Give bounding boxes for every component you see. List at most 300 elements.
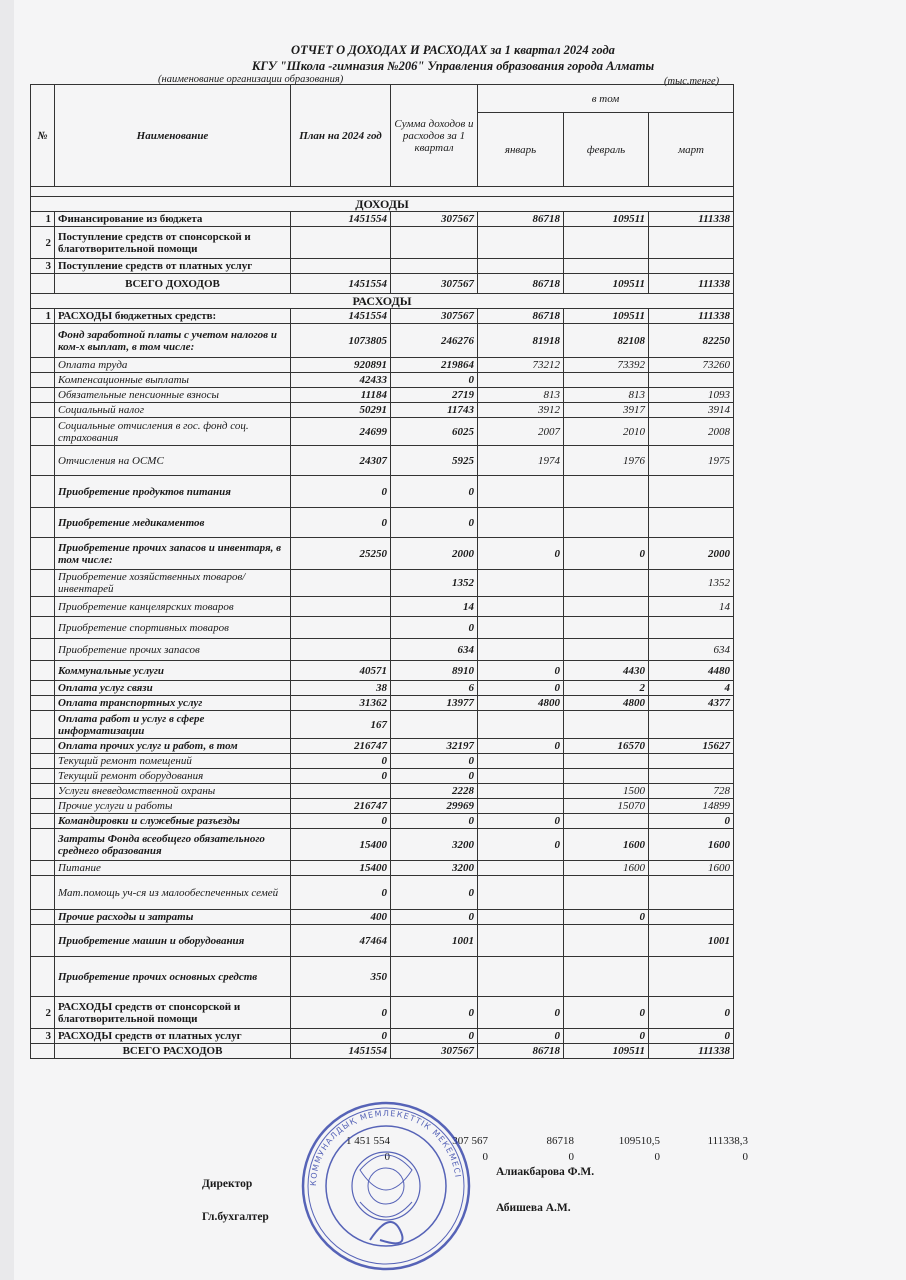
cell-name: Оплата прочих услуг и работ, в том bbox=[55, 739, 291, 754]
cell-feb bbox=[564, 876, 649, 910]
column-header-no: № bbox=[31, 85, 55, 187]
cell-jan: 0 bbox=[478, 997, 564, 1029]
cell-mar bbox=[649, 508, 734, 538]
cell-feb bbox=[564, 754, 649, 769]
cell-feb: 0 bbox=[564, 910, 649, 925]
cell-feb bbox=[564, 570, 649, 597]
cell-name: Поступление средств от платных услуг bbox=[55, 259, 291, 274]
cell-feb bbox=[564, 373, 649, 388]
cell-mar: 1001 bbox=[649, 925, 734, 957]
expense-row-27 bbox=[31, 861, 734, 876]
cell-no: 3 bbox=[31, 259, 55, 274]
cell-sum: 13977 bbox=[391, 696, 478, 711]
cell-jan bbox=[478, 799, 564, 814]
cell-no bbox=[31, 274, 55, 294]
cell-jan bbox=[478, 876, 564, 910]
cell-mar: 4480 bbox=[649, 661, 734, 681]
cell-plan: 216747 bbox=[291, 739, 391, 754]
expense-row-3 bbox=[31, 358, 734, 373]
cell-sum: 11743 bbox=[391, 403, 478, 418]
cell-mar: 4 bbox=[649, 681, 734, 696]
cell-name: Приобретение машин и оборудования bbox=[55, 925, 291, 957]
cell-plan bbox=[291, 784, 391, 799]
cell-plan bbox=[291, 639, 391, 661]
cell-feb: 2 bbox=[564, 681, 649, 696]
cell-sum: 0 bbox=[391, 754, 478, 769]
expense-row-14 bbox=[31, 617, 734, 639]
expense-row-6 bbox=[31, 403, 734, 418]
cell-feb bbox=[564, 711, 649, 739]
expense-row-15 bbox=[31, 639, 734, 661]
cell-name: Прочие услуги и работы bbox=[55, 799, 291, 814]
expense-row-17 bbox=[31, 681, 734, 696]
cell-plan: 1451554 bbox=[291, 212, 391, 227]
cell-sum: 0 bbox=[391, 814, 478, 829]
cell-mar: 1352 bbox=[649, 570, 734, 597]
cell-jan bbox=[478, 570, 564, 597]
expense-row-7 bbox=[31, 418, 734, 446]
cell-no: 2 bbox=[31, 997, 55, 1029]
expense-row-11 bbox=[31, 538, 734, 570]
cell-plan: 1451554 bbox=[291, 309, 391, 324]
cell-name: Приобретение прочих запасов и инвентаря, в том числе: bbox=[55, 538, 291, 570]
section-expense: РАСХОДЫ bbox=[31, 294, 734, 309]
cell-feb: 82108 bbox=[564, 324, 649, 358]
cell-sum: 307567 bbox=[391, 212, 478, 227]
cell-no bbox=[31, 957, 55, 997]
cell-no bbox=[31, 639, 55, 661]
cell-mar: 111338 bbox=[649, 1044, 734, 1059]
cell-no bbox=[31, 861, 55, 876]
cell-feb: 73392 bbox=[564, 358, 649, 373]
cell-jan bbox=[478, 925, 564, 957]
cell-mar bbox=[649, 957, 734, 997]
cell-feb: 15070 bbox=[564, 799, 649, 814]
cell-sum bbox=[391, 227, 478, 259]
cell-sum: 0 bbox=[391, 997, 478, 1029]
cell-mar: 4377 bbox=[649, 696, 734, 711]
cell-name: Поступление средств от спонсорской и благотворительной помощи bbox=[55, 227, 291, 259]
cell-plan: 24307 bbox=[291, 446, 391, 476]
cell-name: ВСЕГО ДОХОДОВ bbox=[55, 274, 291, 294]
cell-no bbox=[31, 597, 55, 617]
cell-sum: 1001 bbox=[391, 925, 478, 957]
cell-plan: 0 bbox=[291, 754, 391, 769]
cell-plan: 24699 bbox=[291, 418, 391, 446]
cell-mar: 111338 bbox=[649, 274, 734, 294]
cell-jan bbox=[478, 373, 564, 388]
cell-mar: 1600 bbox=[649, 861, 734, 876]
cell-plan: 42433 bbox=[291, 373, 391, 388]
cell-sum: 0 bbox=[391, 1029, 478, 1044]
cell-sum: 29969 bbox=[391, 799, 478, 814]
cell-jan: 0 bbox=[478, 829, 564, 861]
expense-row-13 bbox=[31, 597, 734, 617]
cell-plan: 15400 bbox=[291, 861, 391, 876]
cell-mar bbox=[649, 617, 734, 639]
income-row-2 bbox=[31, 227, 734, 259]
cell-no: 1 bbox=[31, 212, 55, 227]
cell-feb: 0 bbox=[564, 538, 649, 570]
cell-plan: 1451554 bbox=[291, 1044, 391, 1059]
report-table bbox=[30, 84, 734, 1059]
cell-feb bbox=[564, 617, 649, 639]
cell-no bbox=[31, 711, 55, 739]
expense-row-31 bbox=[31, 957, 734, 997]
cell-jan: 0 bbox=[478, 814, 564, 829]
cell-name: РАСХОДЫ средств от спонсорской и благотворительной помощи bbox=[55, 997, 291, 1029]
cell-mar: 2008 bbox=[649, 418, 734, 446]
cell-name: Приобретение хозяйственных товаров/инвентарей bbox=[55, 570, 291, 597]
cell-mar: 728 bbox=[649, 784, 734, 799]
cell-feb: 109511 bbox=[564, 274, 649, 294]
column-header-plan: План на 2024 год bbox=[291, 85, 391, 187]
cell-jan: 2007 bbox=[478, 418, 564, 446]
cell-name: РАСХОДЫ бюджетных средств: bbox=[55, 309, 291, 324]
column-header-name: Наименование bbox=[55, 85, 291, 187]
column-header-mar: март bbox=[649, 113, 734, 187]
cell-jan: 813 bbox=[478, 388, 564, 403]
cell-jan: 86718 bbox=[478, 1044, 564, 1059]
cell-no bbox=[31, 876, 55, 910]
cell-jan bbox=[478, 861, 564, 876]
expense-row-24 bbox=[31, 799, 734, 814]
expense-row-2 bbox=[31, 324, 734, 358]
cell-jan bbox=[478, 259, 564, 274]
cell-name: Приобретение спортивных товаров bbox=[55, 617, 291, 639]
cell-feb bbox=[564, 597, 649, 617]
cell-feb: 813 bbox=[564, 388, 649, 403]
units-label: (тыс.тенге) bbox=[664, 76, 720, 87]
accountant-name: Абишева А.М. bbox=[496, 1202, 571, 1214]
cell-sum bbox=[391, 259, 478, 274]
cell-sum: 246276 bbox=[391, 324, 478, 358]
cell-no bbox=[31, 769, 55, 784]
cell-sum: 307567 bbox=[391, 309, 478, 324]
expense-row-23 bbox=[31, 784, 734, 799]
income-body bbox=[31, 197, 734, 294]
control-jan: 86718 bbox=[546, 1135, 574, 1147]
cell-jan: 4800 bbox=[478, 696, 564, 711]
expense-row-32 bbox=[31, 997, 734, 1029]
expense-row-22 bbox=[31, 769, 734, 784]
cell-jan: 81918 bbox=[478, 324, 564, 358]
cell-name: Обязательные пенсионные взносы bbox=[55, 388, 291, 403]
cell-name: Приобретение прочих основных средств bbox=[55, 957, 291, 997]
cell-jan: 86718 bbox=[478, 274, 564, 294]
cell-sum: 32197 bbox=[391, 739, 478, 754]
cell-plan: 31362 bbox=[291, 696, 391, 711]
cell-mar bbox=[649, 910, 734, 925]
column-header-sum: Сумма доходов и расходов за 1 квартал bbox=[391, 85, 478, 187]
expense-row-8 bbox=[31, 446, 734, 476]
cell-sum: 3200 bbox=[391, 829, 478, 861]
control2-plan: 0 bbox=[384, 1151, 390, 1163]
cell-sum: 0 bbox=[391, 476, 478, 508]
cell-mar: 82250 bbox=[649, 324, 734, 358]
cell-feb: 3917 bbox=[564, 403, 649, 418]
cell-mar: 2000 bbox=[649, 538, 734, 570]
column-header-group: в том bbox=[478, 85, 734, 113]
cell-sum: 307567 bbox=[391, 1044, 478, 1059]
expense-row-26 bbox=[31, 829, 734, 861]
cell-name: Социальные отчисления в гос. фонд соц. страхования bbox=[55, 418, 291, 446]
cell-plan: 400 bbox=[291, 910, 391, 925]
control-plan: 1 451 554 bbox=[346, 1135, 390, 1147]
cell-plan: 350 bbox=[291, 957, 391, 997]
cell-no bbox=[31, 446, 55, 476]
cell-sum: 219864 bbox=[391, 358, 478, 373]
cell-mar: 14899 bbox=[649, 799, 734, 814]
organization-note: (наименование организации образования) bbox=[158, 74, 344, 85]
cell-feb: 4430 bbox=[564, 661, 649, 681]
cell-feb: 1600 bbox=[564, 861, 649, 876]
cell-name: Оплата работ и услуг в сфере информатизации bbox=[55, 711, 291, 739]
expense-row-9 bbox=[31, 476, 734, 508]
control-feb: 109510,5 bbox=[618, 1135, 660, 1147]
cell-sum bbox=[391, 711, 478, 739]
cell-name: Оплата труда bbox=[55, 358, 291, 373]
cell-jan: 3912 bbox=[478, 403, 564, 418]
cell-feb: 0 bbox=[564, 1029, 649, 1044]
expense-row-30 bbox=[31, 925, 734, 957]
cell-jan bbox=[478, 597, 564, 617]
cell-feb bbox=[564, 957, 649, 997]
cell-feb bbox=[564, 814, 649, 829]
cell-name: ВСЕГО РАСХОДОВ bbox=[55, 1044, 291, 1059]
cell-mar bbox=[649, 227, 734, 259]
cell-no bbox=[31, 418, 55, 446]
cell-name: Текущий ремонт помещений bbox=[55, 754, 291, 769]
expense-row-25 bbox=[31, 814, 734, 829]
control2-feb: 0 bbox=[654, 1151, 660, 1163]
cell-feb: 4800 bbox=[564, 696, 649, 711]
cell-sum: 0 bbox=[391, 910, 478, 925]
cell-no: 2 bbox=[31, 227, 55, 259]
expense-row-19 bbox=[31, 711, 734, 739]
expense-row-33 bbox=[31, 1029, 734, 1044]
cell-no bbox=[31, 814, 55, 829]
cell-plan: 0 bbox=[291, 508, 391, 538]
cell-jan: 73212 bbox=[478, 358, 564, 373]
cell-sum: 0 bbox=[391, 373, 478, 388]
cell-name: Приобретение прочих запасов bbox=[55, 639, 291, 661]
cell-sum: 307567 bbox=[391, 274, 478, 294]
cell-mar: 15627 bbox=[649, 739, 734, 754]
cell-plan: 0 bbox=[291, 769, 391, 784]
expense-row-10 bbox=[31, 508, 734, 538]
cell-jan bbox=[478, 711, 564, 739]
cell-mar: 73260 bbox=[649, 358, 734, 373]
cell-sum: 0 bbox=[391, 508, 478, 538]
cell-plan: 40571 bbox=[291, 661, 391, 681]
cell-mar: 14 bbox=[649, 597, 734, 617]
cell-plan: 11184 bbox=[291, 388, 391, 403]
cell-plan bbox=[291, 570, 391, 597]
cell-mar: 1975 bbox=[649, 446, 734, 476]
cell-plan: 15400 bbox=[291, 829, 391, 861]
expense-row-5 bbox=[31, 388, 734, 403]
column-header-feb: февраль bbox=[564, 113, 649, 187]
income-row-1 bbox=[31, 212, 734, 227]
section-income: ДОХОДЫ bbox=[31, 197, 734, 212]
cell-no bbox=[31, 925, 55, 957]
cell-no bbox=[31, 538, 55, 570]
cell-plan: 920891 bbox=[291, 358, 391, 373]
cell-no bbox=[31, 617, 55, 639]
cell-sum: 0 bbox=[391, 876, 478, 910]
cell-no bbox=[31, 910, 55, 925]
cell-no bbox=[31, 754, 55, 769]
cell-sum: 3200 bbox=[391, 861, 478, 876]
cell-plan bbox=[291, 259, 391, 274]
cell-no bbox=[31, 388, 55, 403]
cell-plan bbox=[291, 597, 391, 617]
cell-name: Приобретение канцелярских товаров bbox=[55, 597, 291, 617]
cell-sum: 6 bbox=[391, 681, 478, 696]
cell-mar: 1600 bbox=[649, 829, 734, 861]
cell-no bbox=[31, 681, 55, 696]
cell-name: Прочие расходы и затраты bbox=[55, 910, 291, 925]
cell-plan: 0 bbox=[291, 997, 391, 1029]
cell-feb bbox=[564, 259, 649, 274]
cell-jan bbox=[478, 617, 564, 639]
control2-sum: 0 bbox=[482, 1151, 488, 1163]
cell-mar: 1093 bbox=[649, 388, 734, 403]
expense-row-20 bbox=[31, 739, 734, 754]
cell-plan: 1451554 bbox=[291, 274, 391, 294]
cell-no bbox=[31, 696, 55, 711]
cell-name: Компенсационные выплаты bbox=[55, 373, 291, 388]
cell-plan: 216747 bbox=[291, 799, 391, 814]
cell-no bbox=[31, 784, 55, 799]
cell-sum bbox=[391, 957, 478, 997]
cell-no: 3 bbox=[31, 1029, 55, 1044]
cell-jan: 1974 bbox=[478, 446, 564, 476]
cell-no bbox=[31, 324, 55, 358]
official-stamp bbox=[300, 1100, 472, 1272]
cell-name: Приобретение продуктов питания bbox=[55, 476, 291, 508]
expense-row-4 bbox=[31, 373, 734, 388]
income-row-3 bbox=[31, 259, 734, 274]
cell-no bbox=[31, 373, 55, 388]
director-label: Директор bbox=[202, 1178, 253, 1190]
cell-jan: 0 bbox=[478, 739, 564, 754]
cell-name: Фонд заработной платы с учетом налогов и ком-х выплат, в том числе: bbox=[55, 324, 291, 358]
cell-jan bbox=[478, 784, 564, 799]
cell-mar bbox=[649, 876, 734, 910]
cell-jan bbox=[478, 754, 564, 769]
expense-row-16 bbox=[31, 661, 734, 681]
report-title: ОТЧЕТ О ДОХОДАХ И РАСХОДАХ за 1 квартал 2024 года bbox=[291, 43, 615, 57]
cell-sum: 2228 bbox=[391, 784, 478, 799]
cell-name: Коммунальные услуги bbox=[55, 661, 291, 681]
cell-no bbox=[31, 403, 55, 418]
cell-name: Мат.помощь уч-ся из малообеспеченных семей bbox=[55, 876, 291, 910]
expense-row-12 bbox=[31, 570, 734, 597]
cell-feb: 1600 bbox=[564, 829, 649, 861]
cell-mar bbox=[649, 259, 734, 274]
cell-name: Услуги вневедомственной охраны bbox=[55, 784, 291, 799]
cell-feb bbox=[564, 227, 649, 259]
cell-name: Отчисления на ОСМС bbox=[55, 446, 291, 476]
cell-jan: 0 bbox=[478, 1029, 564, 1044]
cell-sum: 8910 bbox=[391, 661, 478, 681]
cell-jan bbox=[478, 508, 564, 538]
cell-mar: 111338 bbox=[649, 212, 734, 227]
control-sum: 307 567 bbox=[452, 1135, 488, 1147]
cell-no bbox=[31, 739, 55, 754]
cell-sum: 2000 bbox=[391, 538, 478, 570]
cell-sum: 0 bbox=[391, 617, 478, 639]
cell-mar: 111338 bbox=[649, 309, 734, 324]
cell-jan bbox=[478, 227, 564, 259]
cell-sum: 1352 bbox=[391, 570, 478, 597]
cell-plan: 1073805 bbox=[291, 324, 391, 358]
cell-no bbox=[31, 476, 55, 508]
cell-mar bbox=[649, 711, 734, 739]
cell-name: Затраты Фонда всеобщего обязательного среднего образования bbox=[55, 829, 291, 861]
cell-sum: 0 bbox=[391, 769, 478, 784]
cell-jan: 86718 bbox=[478, 212, 564, 227]
organization-name: КГУ "Школа -гимназия №206" Управления образования города Алматы bbox=[251, 59, 655, 73]
cell-plan: 0 bbox=[291, 876, 391, 910]
cell-feb: 109511 bbox=[564, 212, 649, 227]
control2-jan: 0 bbox=[568, 1151, 574, 1163]
cell-plan bbox=[291, 617, 391, 639]
cell-mar bbox=[649, 476, 734, 508]
svg-text:КОММУНАЛДЫҚ МЕМЛЕКЕТТІК МЕКЕМЕ bbox=[309, 1109, 463, 1186]
cell-feb: 16570 bbox=[564, 739, 649, 754]
cell-mar: 3914 bbox=[649, 403, 734, 418]
cell-sum: 5925 bbox=[391, 446, 478, 476]
cell-jan bbox=[478, 769, 564, 784]
expense-row-28 bbox=[31, 876, 734, 910]
cell-plan: 47464 bbox=[291, 925, 391, 957]
cell-no bbox=[31, 799, 55, 814]
cell-feb bbox=[564, 508, 649, 538]
cell-jan bbox=[478, 910, 564, 925]
cell-name: Оплата услуг связи bbox=[55, 681, 291, 696]
cell-plan bbox=[291, 227, 391, 259]
cell-feb bbox=[564, 925, 649, 957]
cell-sum: 634 bbox=[391, 639, 478, 661]
cell-feb: 0 bbox=[564, 997, 649, 1029]
expense-row-21 bbox=[31, 754, 734, 769]
cell-name: Приобретение медикаментов bbox=[55, 508, 291, 538]
total-expense-row bbox=[31, 1044, 734, 1059]
cell-jan: 86718 bbox=[478, 309, 564, 324]
cell-no bbox=[31, 829, 55, 861]
cell-name: Социальный налог bbox=[55, 403, 291, 418]
cell-feb bbox=[564, 639, 649, 661]
cell-mar bbox=[649, 754, 734, 769]
cell-plan: 38 bbox=[291, 681, 391, 696]
cell-plan: 0 bbox=[291, 476, 391, 508]
cell-feb: 1500 bbox=[564, 784, 649, 799]
cell-sum: 2719 bbox=[391, 388, 478, 403]
cell-jan bbox=[478, 957, 564, 997]
column-header-jan: январь bbox=[478, 113, 564, 187]
cell-no bbox=[31, 358, 55, 373]
cell-sum: 6025 bbox=[391, 418, 478, 446]
expense-row-18 bbox=[31, 696, 734, 711]
cell-jan bbox=[478, 476, 564, 508]
cell-plan: 50291 bbox=[291, 403, 391, 418]
cell-no bbox=[31, 570, 55, 597]
cell-mar bbox=[649, 373, 734, 388]
cell-plan: 0 bbox=[291, 1029, 391, 1044]
